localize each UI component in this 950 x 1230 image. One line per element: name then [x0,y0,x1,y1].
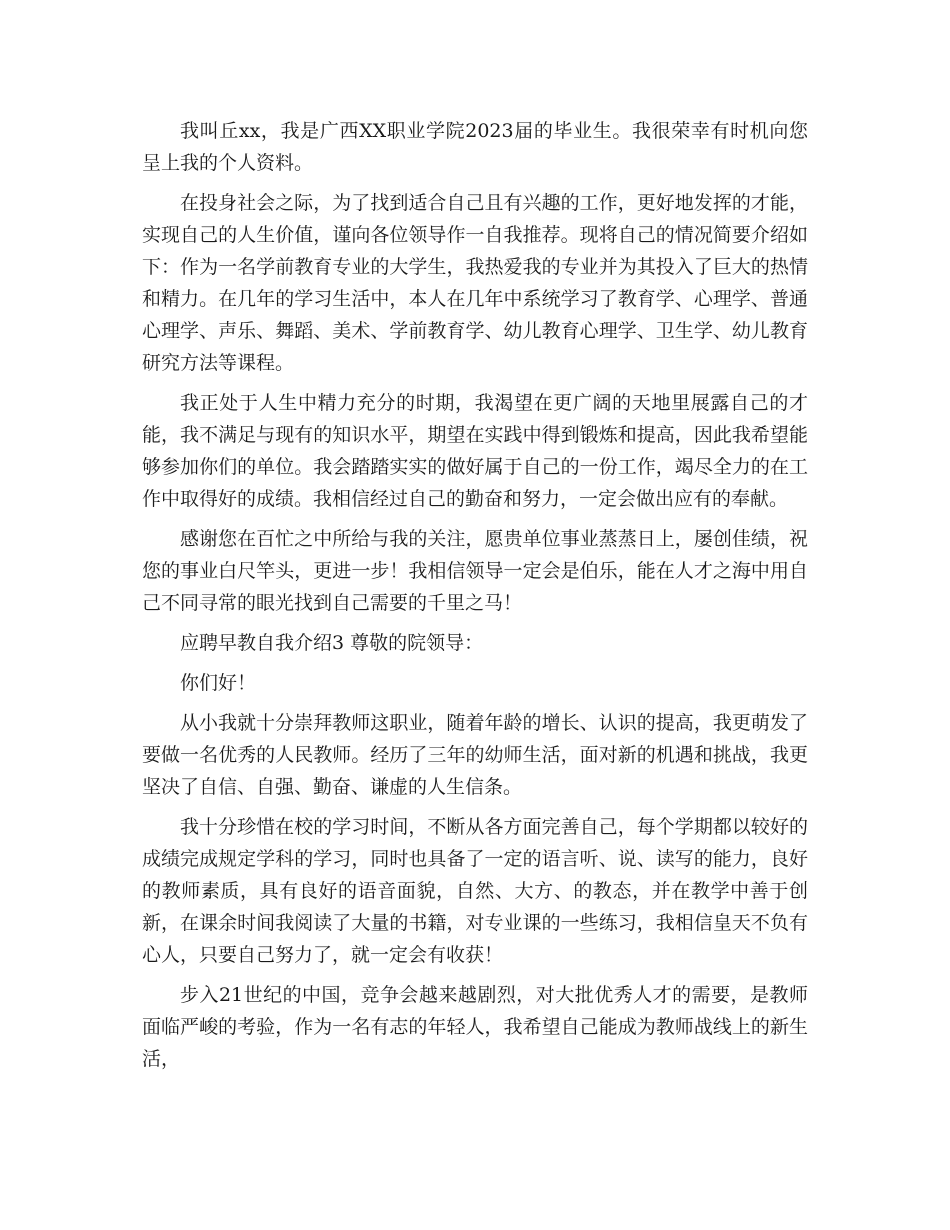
paragraph-thanks: 感谢您在百忙之中所给与我的关注，愿贵单位事业蒸蒸日上，屡创佳绩，祝您的事业白尺竿头，更进一步！我相信领导一定会是伯乐，能在人才之海中用自己不同寻常的眼光找到自己需要的千里之马！ [142,528,808,614]
paragraph-childhood-dream: 从小我就十分崇拜教师这职业，随着年龄的增长、认识的提高，我更萌发了要做一名优秀的人民教师。经历了三年的幼师生活，面对新的机遇和挑战，我更坚决了自信、自强、勤奋、谦虚的人生信条。 [142,712,808,798]
paragraph-aspiration: 我正处于人生中精力充分的时期，我渴望在更广阔的天地里展露自己的才能，我不满足与现有的知识水平，期望在实践中得到锻炼和提高，因此我希望能够参加你们的单位。我会踏踏实实的做好属于自己的一份工作，竭尽全力的在工作中取得好的成绩。我相信经过自己的勤奋和努力，一定会做出应有的奉献。 [142,392,808,510]
paragraph-section-heading: 应聘早教自我介绍3 尊敬的院领导： [180,632,484,654]
paragraph-greeting: 你们好！ [180,672,257,694]
paragraph-self-recommendation: 在投身社会之际，为了找到适合自己且有兴趣的工作，更好地发挥的才能，实现自己的人生价值，谨向各位领导作一自我推荐。现将自己的情况简要介绍如下：作为一名学前教育专业的大学生，我热爱我的专业并为其投入了巨大的热情和精力。在几年的学习生活中，本人在几年中系统学习了教育学、心理学、普通心理学、声乐、舞蹈、美术、学前教育学、幼儿教育心理学、卫生学、幼儿教育研究方法等课程。 [142,192,808,374]
paragraph-intro: 我叫丘xx，我是广西XX职业学院2023届的毕业生。我很荣幸有时机向您呈上我的个人资料。 [142,120,808,174]
document-body [142,115,808,1083]
paragraph-future: 步入21世纪的中国，竞争会越来越剧烈，对大批优秀人才的需要，是教师面临严峻的考验，作为一名有志的年轻人，我希望自己能成为教师战线上的新生活， [142,984,808,1070]
paragraph-study: 我十分珍惜在校的学习时间，不断从各方面完善自己，每个学期都以较好的成绩完成规定学科的学习，同时也具备了一定的语言听、说、读写的能力，良好的教师素质，具有良好的语音面貌，自然、大方、的教态，并在教学中善于创新，在课余时间我阅读了大量的书籍，对专业课的一些练习，我相信皇天不负有心人，只要自己努力了，就一定会有收获！ [142,816,808,966]
